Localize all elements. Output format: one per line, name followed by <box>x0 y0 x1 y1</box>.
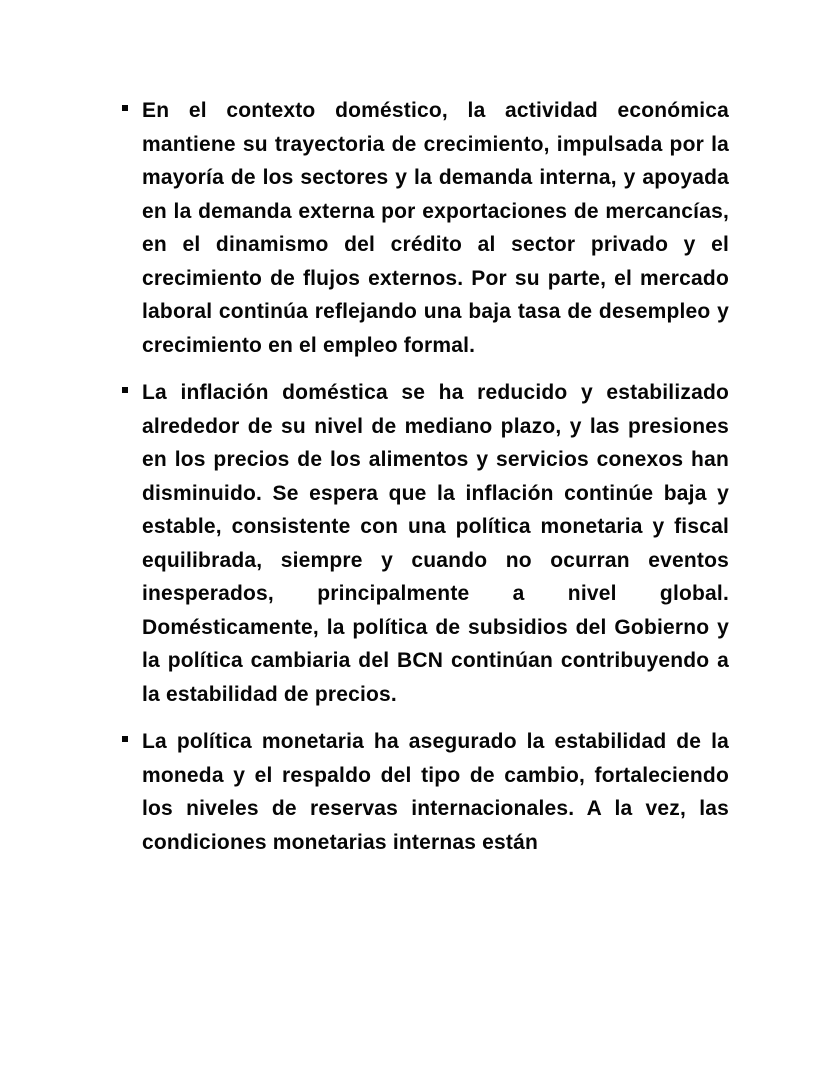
paragraph-monetary-policy: La política monetaria ha asegurado la estabilidad de la moneda y el respaldo del tipo de cambio, fortaleciendo los niveles de reservas internacionales. A la vez, las condiciones monetarias internas están <box>142 730 729 854</box>
bullet-list <box>142 94 729 859</box>
bullet-square-icon <box>122 736 128 742</box>
list-item <box>142 94 729 362</box>
bullet-square-icon <box>122 105 128 111</box>
list-item <box>142 376 729 711</box>
text-block <box>142 94 729 859</box>
paragraph-inflation: La inflación doméstica se ha reducido y estabilizado alrededor de su nivel de mediano plazo, y las presiones en los precios de los alimentos y servicios conexos han disminuido. Se espera que la inflación continúe baja y estable, consistente con una política monetaria y fiscal equilibrada, siempre y cuando no ocurran eventos inesperados, principalmente a nivel global. Domésticamente, la política de subsidios del Gobierno y la política cambiaria del BCN continúan contribuyendo a la estabilidad de precios. <box>142 381 729 706</box>
bullet-square-icon <box>122 387 128 393</box>
paragraph-domestic-activity: En el contexto doméstico, la actividad económica mantiene su trayectoria de crecimiento, impulsada por la mayoría de los sectores y la demanda interna, y apoyada en la demanda externa por exportaciones de mercancías, en el dinamismo del crédito al sector privado y el crecimiento de flujos externos. Por su parte, el mercado laboral continúa reflejando una baja tasa de desempleo y crecimiento en el empleo formal. <box>142 99 729 357</box>
list-item <box>142 725 729 859</box>
